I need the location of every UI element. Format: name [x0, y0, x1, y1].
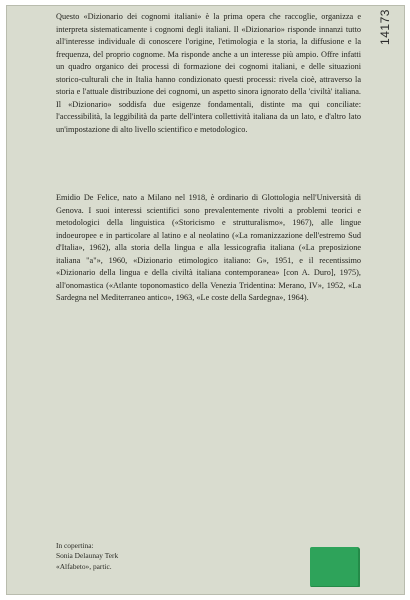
inventory-number: 14173	[378, 9, 392, 45]
cover-credit	[56, 541, 206, 572]
green-sticker	[310, 547, 360, 587]
cover-credit-work: «Alfabeto», partic.	[56, 561, 112, 571]
cover-credit-artist: Sonia Delaunay Terk	[56, 551, 119, 561]
author-biography-paragraph: Emidio De Felice, nato a Milano nel 1918, è ordinario di Glottologia nell'Università di Genova. I suoi interessi scientifici sono prevalentemente rivolti a problemi teorici e metodologici della linguistica («Storicismo e strutturalismo», 1967), alle lingue indoeuropee e in particolare al latino e al neolatino («La romanizzazione dell'estremo Sud d'Italia», 1962), alla storia della lingua e alla lessicografia italiana («La preposizione italiana "a"», 1960, «Dizionario etimologico italiano: G», 1951, e il recentissimo «Dizionario della lingua e della civiltà italiana contemporanea» [con A. Duro], 1975), all'onomastica («Atlante toponomastico della Venezia Tridentina: Merano, IV», 1952, «La Sardegna nel Mediterraneo antico», 1963, «Le coste della Sardegna», 1964).	[56, 193, 361, 303]
description-paragraph: Questo «Dizionario dei cognomi italiani» è la prima opera che raccoglie, organizza e interpreta sistematicamente i cognomi degli italiani. Il «Dizionario» risponde innanzi tutto all'interesse individuale di conoscere l'origine, l'etimologia e la storia, la diffusione e la frequenza, del proprio cognome. Ma risponde anche a un interesse più ampio. Offre infatti un quadro organico dei processi di formazione dei cognomi italiani, e delle situazioni storico-culturali che in Italia hanno condizionato questi processi: rivela cioè, attraverso la storia e l'attuale distribuzione dei cognomi, un aspetto sinora ignorato della 'civiltà' italiana. Il «Dizionario» soddisfa due esigenze fondamentali, distinte ma qui conciliate: l'accessibilità, la leggibilità da parte dell'intera collettività italiana da un lato, e d'altro lato un'impostazione di alto livello scientifico e metodologico.	[56, 12, 361, 134]
cover-credit-line: In copertina:	[56, 541, 94, 550]
